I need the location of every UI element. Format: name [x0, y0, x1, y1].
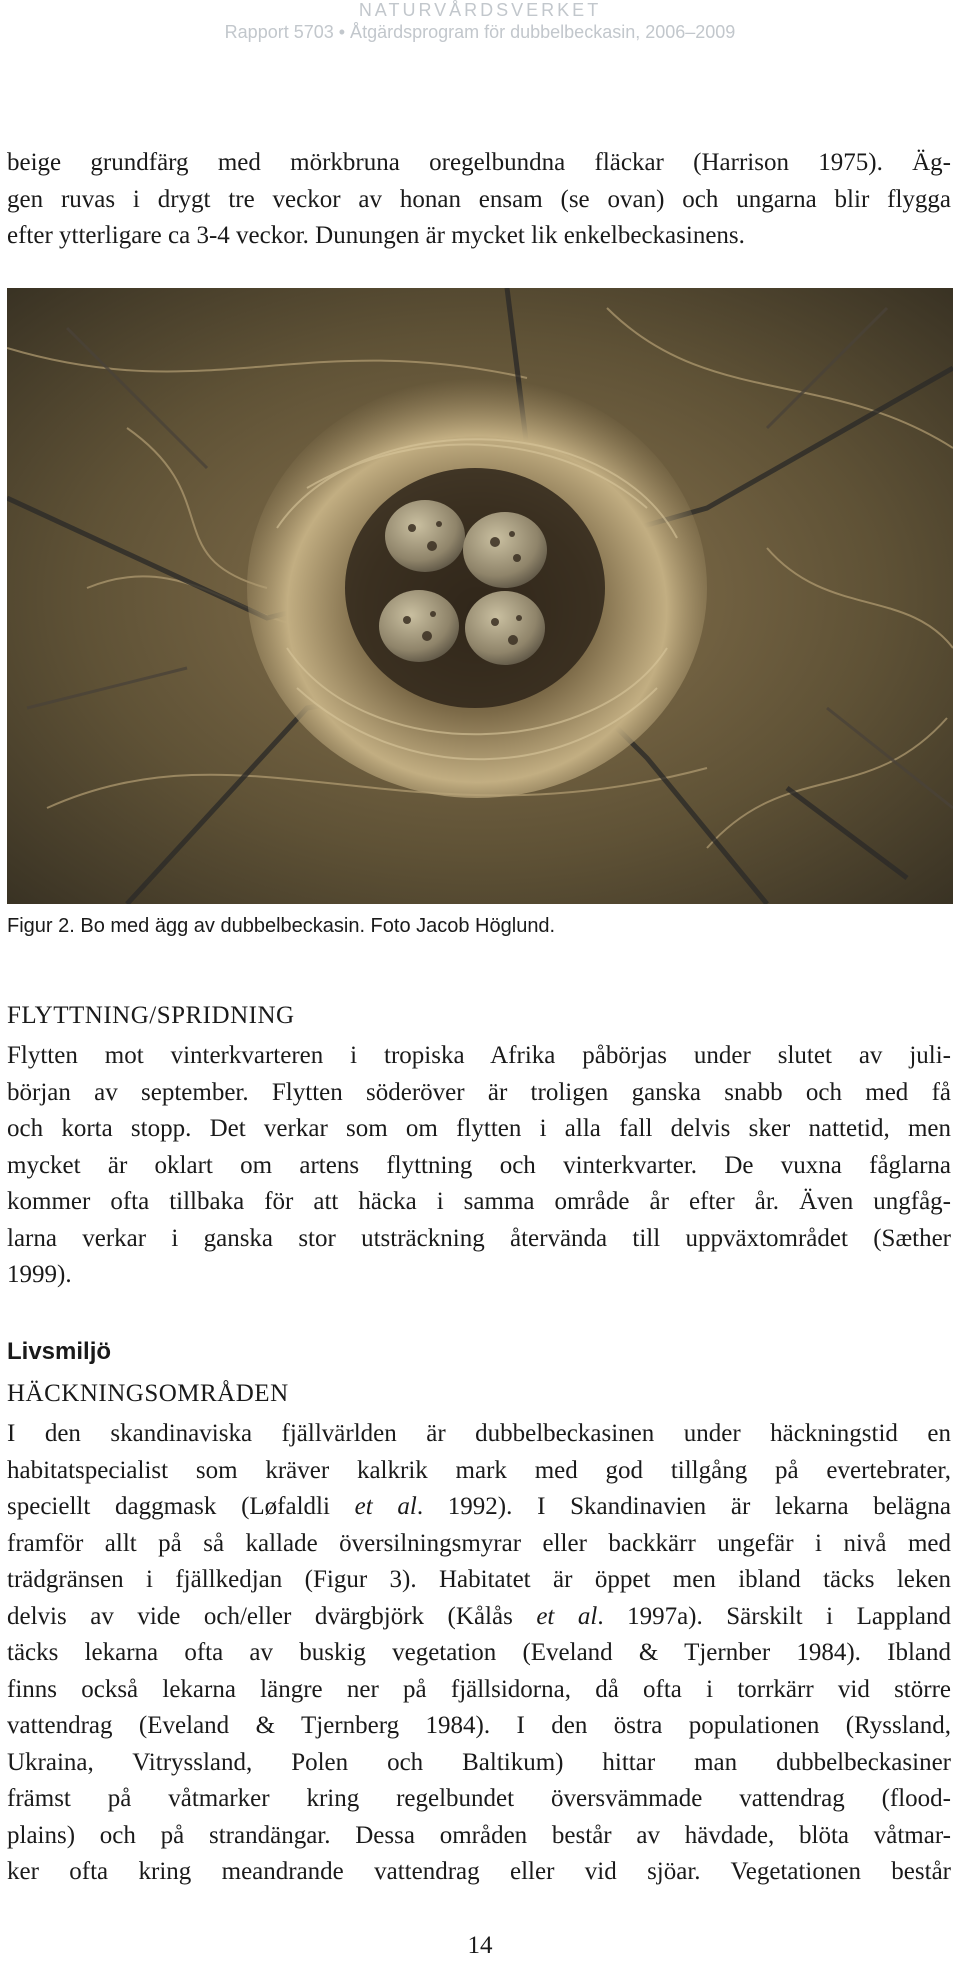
flyttning-paragraph: [7, 1038, 951, 1294]
subheading-hackningsomraden: HÄCKNINGSOMRÅDEN: [7, 1380, 289, 1407]
text-line: ker ofta kring meandrande vattendrag eller vid sjöar. Vegetationen består: [7, 1858, 951, 1885]
text-line: vattendrag (Eveland & Tjernberg 1984). I den östra populationen (Ryssland,: [7, 1712, 951, 1739]
text-line: täcks lekarna ofta av buskig vegetation (Eveland & Tjernber 1984). Ibland: [7, 1639, 951, 1666]
text-line: plains) och på strandängar. Dessa områden består av hävdade, blöta våtmar-: [7, 1821, 951, 1849]
text-line: Flytten mot vinterkvarteren i tropiska Afrika påbörjas under slutet av juli-: [7, 1042, 951, 1069]
nest-with-eggs-image: [7, 288, 953, 904]
text-line: mycket är oklart om artens flyttning och vinterkvarter. De vuxna fåglarna: [7, 1151, 951, 1179]
et-al-emphasis: et al: [354, 1493, 417, 1520]
header-org: NATURVÅRDSVERKET: [358, 0, 602, 20]
text-line: beige grundfärg med mörkbruna oregelbundna fläckar (Harrison 1975). Äg-: [7, 149, 951, 176]
figure-caption: Figur 2. Bo med ägg av dubbelbeckasin. Foto Jacob Höglund.: [7, 915, 556, 937]
text-line: framför allt på så kallade översilningsmyrar eller backkärr ungefär i nivå med: [7, 1529, 951, 1557]
section-heading-flyttning: FLYTTNING/SPRIDNING: [7, 1002, 295, 1029]
text-line: I den skandinaviska fjällvärlden är dubbelbeckasinen under häckningstid en: [7, 1420, 951, 1447]
text-line: habitatspecialist som kräver kalkrik mark med god tillgång på evertebrater,: [7, 1456, 951, 1484]
header-report-title: Rapport 5703 • Åtgärdsprogram för dubbelbeckasin, 2006–2009: [224, 22, 736, 42]
text-line: efter ytterligare ca 3-4 veckor. Dunungen är mycket lik enkelbeckasinens.: [7, 222, 745, 249]
intro-paragraph: [7, 145, 951, 255]
text-line: Ukraina, Vitryssland, Polen och Baltikum) hittar man dubbelbeckasiner: [7, 1748, 951, 1776]
text-line: 1999).: [7, 1261, 72, 1288]
text-line: finns också lekarna längre ner på fjällsidorna, då ofta i torrkärr vid större: [7, 1675, 951, 1703]
text-line: början av september. Flytten söderöver är troligen ganska snabb och med få: [7, 1078, 951, 1106]
text-line: trädgränsen i fjällkedjan (Figur 3). Habitatet är öppet men ibland täcks leken: [7, 1566, 951, 1593]
text-line: och korta stopp. Det verkar som om flytten i alla fall delvis sker nattetid, men: [7, 1115, 951, 1142]
text-line: främst på våtmarker kring regelbundet översvämmade vattendrag (flood-: [7, 1785, 951, 1812]
page-number: 14: [467, 1932, 493, 1959]
nest-photo: [7, 288, 953, 904]
livsmiljo-paragraph: [7, 1416, 951, 1891]
section-heading-livsmiljo: Livsmiljö: [7, 1338, 112, 1365]
text-line: speciellt daggmask (Løfaldli et al. 1992). I Skandinavien är lekarna belägna: [7, 1493, 952, 1520]
text-line: delvis av vide och/eller dvärgbjörk (Kålås et al. 1997a). Särskilt i Lappland: [7, 1602, 951, 1630]
text-line: kommer ofta tillbaka för att häcka i samma område år efter år. Även ungfåg-: [7, 1188, 951, 1215]
text-line: larna verkar i ganska stor utsträckning återvända till uppväxtområdet (Sæther: [7, 1224, 951, 1252]
text-line: gen ruvas i drygt tre veckor av honan ensam (se ovan) och ungarna blir flygga: [7, 185, 951, 213]
et-al-emphasis: et al: [536, 1602, 598, 1630]
